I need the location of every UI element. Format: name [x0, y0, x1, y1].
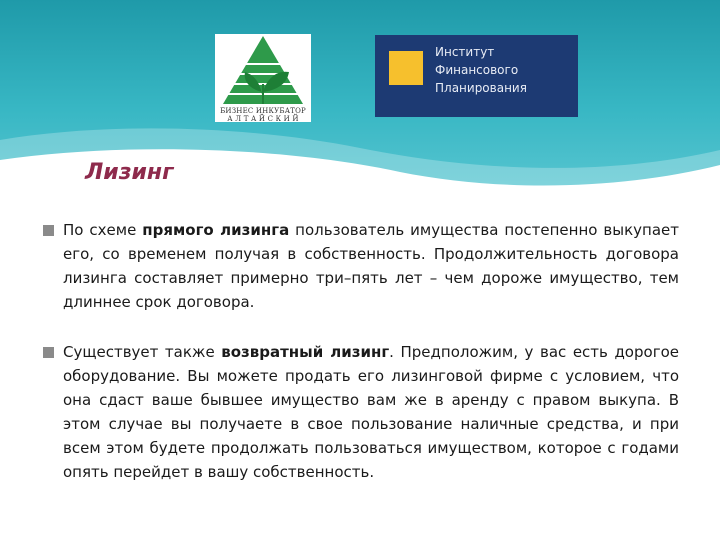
incubator-logo [215, 34, 311, 122]
bullet-paragraph-1 [63, 218, 679, 314]
bullet-paragraph-2 [63, 340, 679, 484]
institute-logo-text [435, 43, 575, 97]
institute-logo [375, 35, 578, 117]
bullet-1-text-b: пользователь имущества постепенно выкупает его, со временем получая в собственность. Продолжительность договора лизинга составляет примерно три–пять лет – чем дороже имущество, тем длиннее срок договора. [63, 221, 680, 311]
slide-title: Лизинг [85, 160, 174, 185]
bullet-1-text-bold: прямого лизинга [142, 221, 290, 239]
incubator-logo-graphic [215, 34, 311, 106]
bullet-2-text-bold: возвратный лизинг [221, 343, 390, 361]
incubator-logo-text [215, 107, 311, 123]
incubator-logo-line1: БИЗНЕС ИНКУБАТОР [220, 107, 306, 115]
institute-logo-line3: Планирования [435, 81, 527, 95]
bullet-2-text-b: . Предположим, у вас есть дорогое оборудование. Вы можете продать его лизинговой фирме с условием, что она сдаст ваше бывшее имущество вам же в аренду с правом выкупа. В этом случае вы получаете в свое пользование наличные средства, и при всем этом будете продолжать пользоваться имуществом, которое с годами опять перейдет в вашу собственность. [63, 343, 679, 481]
bullet-marker-1 [43, 225, 54, 236]
institute-logo-square-icon [389, 51, 423, 85]
incubator-logo-line2: А Л Т А Й С К И Й [227, 115, 299, 123]
bullet-1-text-a: По схеме [63, 221, 143, 239]
bullet-marker-2 [43, 347, 54, 358]
institute-logo-line1: Институт [435, 45, 495, 59]
institute-logo-line2: Финансового [435, 63, 519, 77]
bullet-2-text-a: Существует также [63, 343, 222, 361]
